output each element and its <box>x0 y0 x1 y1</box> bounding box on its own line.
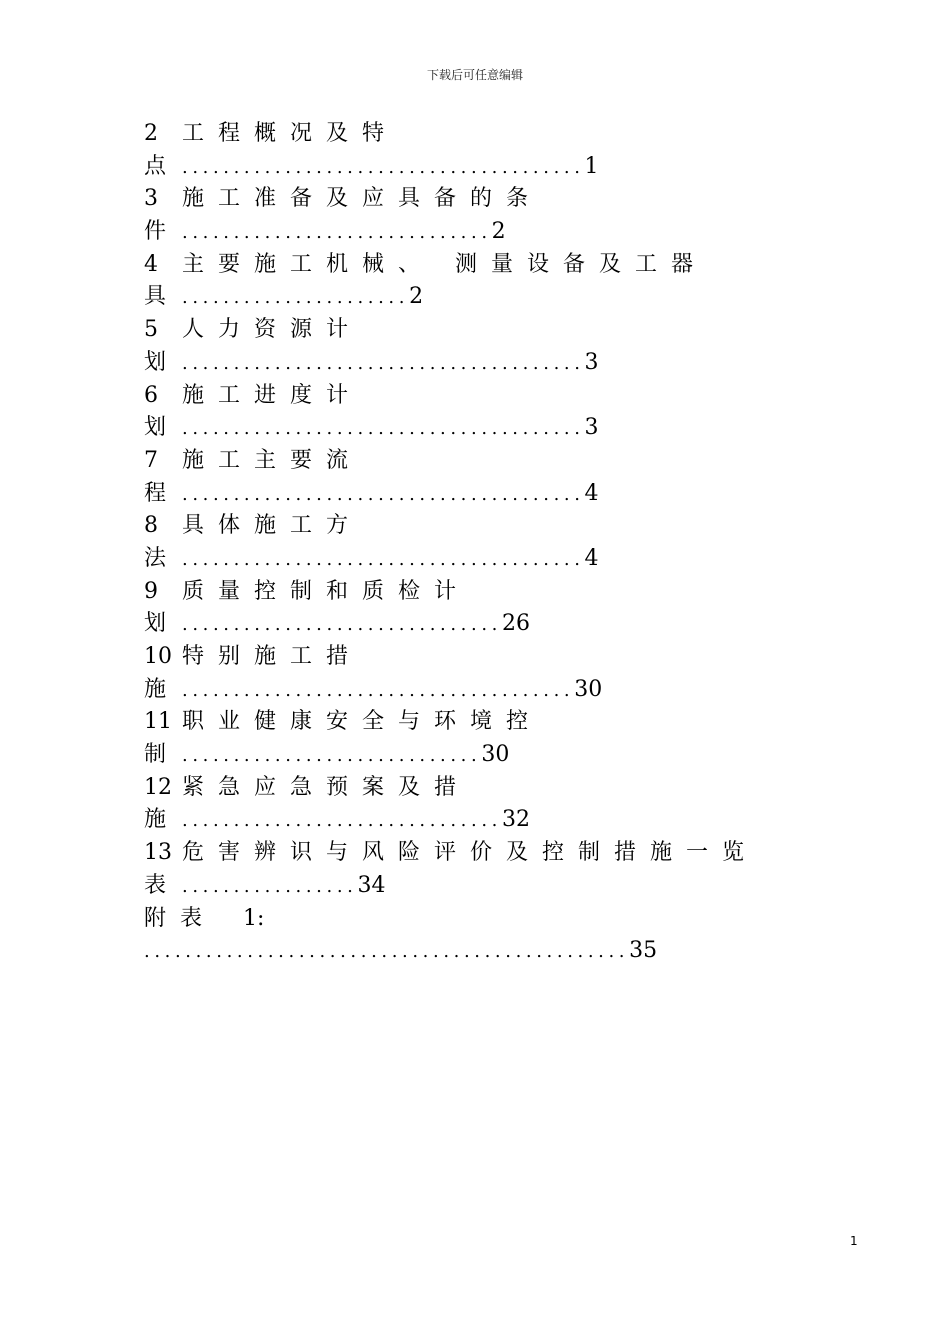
toc-entry-title-line[interactable] <box>144 706 804 739</box>
toc-entry-continuation: 法 <box>144 545 167 571</box>
toc-entry-dots: ............................... <box>182 614 502 636</box>
toc-entry-continuation: 划 <box>144 415 167 441</box>
toc-entry-dots: ............................. <box>182 745 482 767</box>
toc-entry-title: 紧急应急预案及措 <box>182 774 471 800</box>
toc-entry-continuation: 施 <box>144 676 167 702</box>
toc-entry-page: 3 <box>584 415 599 441</box>
toc-entry-leader-line[interactable] <box>144 739 804 772</box>
toc-entry-continuation: 施 <box>144 807 167 833</box>
toc-entry-page: 4 <box>584 480 599 506</box>
toc-entry-continuation: 划 <box>144 349 167 375</box>
toc-entry-number: 9 <box>144 578 158 604</box>
toc-entry-title-line[interactable] <box>144 314 804 347</box>
toc-entry-title: 职业健康安全与环境控 <box>182 709 543 735</box>
toc-entry-title: 施工主要流 <box>182 447 363 473</box>
toc-entry-title-line[interactable] <box>144 249 804 282</box>
toc-entry-leader-line[interactable] <box>144 804 804 837</box>
toc-entry-page: 4 <box>584 545 599 571</box>
toc-entry-leader-line[interactable] <box>144 478 804 511</box>
appendix-leader-line <box>144 935 804 968</box>
toc-entry-page: 30 <box>481 742 510 768</box>
toc-entry-title-line[interactable] <box>144 772 804 805</box>
toc-entry-number: 2 <box>144 121 158 146</box>
toc-entry-title-line[interactable] <box>144 641 804 674</box>
appendix-dots: ............................................... <box>144 941 630 963</box>
toc-entry-continuation: 点 <box>144 153 167 179</box>
toc-entry-leader-line[interactable] <box>144 347 804 380</box>
toc-entry-dots: ...................... <box>182 287 410 309</box>
toc-entry-title: 主要施工机械、 测量设备及工器 <box>182 251 707 277</box>
toc-entry-dots: ....................................... <box>182 352 585 374</box>
page-number: 1 <box>850 1234 858 1248</box>
toc-entry-title: 质量控制和质检计 <box>182 578 471 604</box>
toc-entry-continuation: 程 <box>144 480 167 506</box>
toc-entry-title: 危害辨识与风险评价及控制措施一览 <box>182 840 759 866</box>
toc-entry-title: 人力资源计 <box>182 317 363 343</box>
page-header: 下载后可任意编辑 <box>426 68 523 82</box>
toc-entry-leader-line[interactable] <box>144 870 804 903</box>
toc-entry-number: 8 <box>144 513 158 539</box>
toc-entry-title-line[interactable] <box>144 118 804 151</box>
appendix-title: 附表 <box>144 905 217 931</box>
toc-entry-page: 32 <box>501 807 530 833</box>
toc-entry-title: 具体施工方 <box>182 513 363 539</box>
toc-entry-title-line[interactable] <box>144 576 804 609</box>
toc-entry-leader-line[interactable] <box>144 216 804 249</box>
toc-entry-leader-line[interactable] <box>144 608 804 641</box>
appendix-num: 1: <box>243 905 265 931</box>
toc-entry-dots: ...................................... <box>182 679 575 701</box>
appendix-title-line <box>144 903 804 936</box>
toc-entry-number: 3 <box>144 186 158 212</box>
toc-entry-title-line[interactable] <box>144 183 804 216</box>
appendix-page: 35 <box>629 938 658 964</box>
toc-entry-title: 施工准备及应具备的条 <box>182 186 543 212</box>
toc-entry-page: 2 <box>491 219 506 245</box>
toc-entry-continuation: 划 <box>144 611 167 637</box>
toc-entry-continuation: 制 <box>144 742 167 768</box>
toc-entry-title-line[interactable] <box>144 837 804 870</box>
toc-entry-number: 12 <box>144 774 172 800</box>
toc-entry-number: 11 <box>144 709 172 735</box>
toc-entry-page: 26 <box>501 611 530 637</box>
toc-entry-number: 4 <box>144 251 158 277</box>
toc-entry-title: 特别施工措 <box>182 644 363 669</box>
table-of-contents <box>144 118 804 968</box>
toc-entry-dots: ....................................... <box>182 418 585 440</box>
toc-entry-page: 1 <box>584 153 599 179</box>
toc-entry-page: 34 <box>357 872 386 898</box>
toc-entry-title: 工程概况及特 <box>182 121 399 146</box>
toc-entry-page: 3 <box>584 349 599 375</box>
toc-entry-page: 2 <box>409 284 424 310</box>
toc-entry-continuation: 具 <box>144 284 167 310</box>
toc-entry-continuation: 表 <box>144 872 167 898</box>
toc-entry-title-line[interactable] <box>144 445 804 478</box>
toc-entry-leader-line[interactable] <box>144 151 804 184</box>
toc-entry-title-line[interactable] <box>144 510 804 543</box>
toc-entry-dots: ............................... <box>182 810 502 832</box>
toc-entry-number: 13 <box>144 840 172 866</box>
toc-entry-dots: ....................................... <box>182 548 585 570</box>
toc-entry-leader-line[interactable] <box>144 543 804 576</box>
toc-entry-dots: .............................. <box>182 222 492 244</box>
toc-entry-continuation: 件 <box>144 219 167 245</box>
toc-entry-number: 10 <box>144 644 172 669</box>
toc-entry-dots: ....................................... <box>182 156 585 178</box>
toc-entry-number: 6 <box>144 382 158 408</box>
toc-entry-title-line[interactable] <box>144 380 804 413</box>
toc-entry-dots: ................. <box>182 875 358 897</box>
toc-entry-leader-line[interactable] <box>144 674 804 707</box>
toc-entry-leader-line[interactable] <box>144 412 804 445</box>
toc-entry-title: 施工进度计 <box>182 382 363 408</box>
toc-entry-leader-line[interactable] <box>144 281 804 314</box>
toc-entry-dots: ....................................... <box>182 483 585 505</box>
toc-entry-number: 5 <box>144 317 158 343</box>
toc-entry-number: 7 <box>144 447 158 473</box>
toc-entry-page: 30 <box>574 676 603 702</box>
